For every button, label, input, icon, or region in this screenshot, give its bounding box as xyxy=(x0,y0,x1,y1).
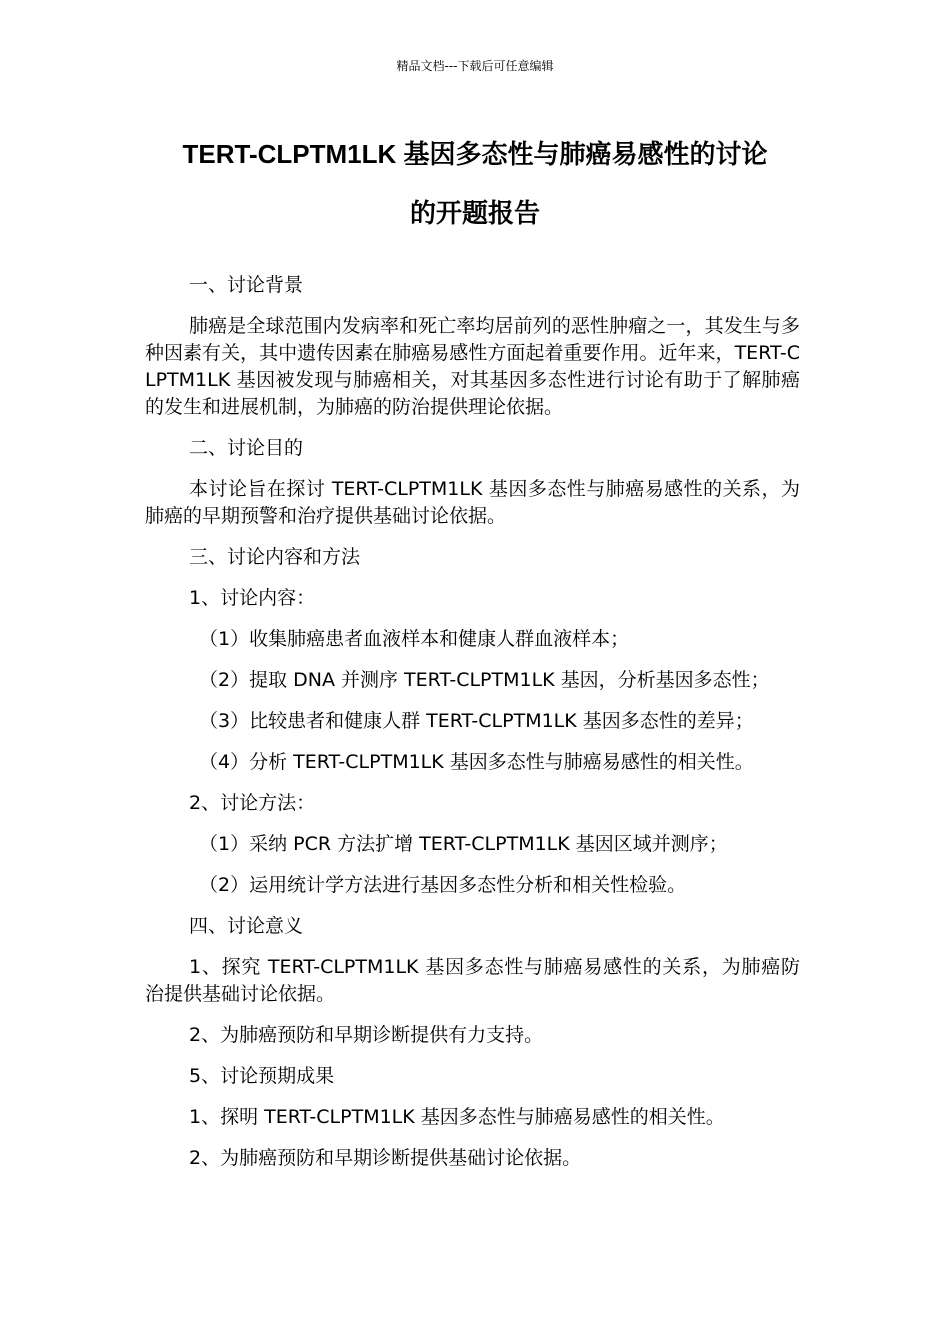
section-heading-background: 一、讨论背景 xyxy=(189,274,304,296)
subheading-content: 1、讨论内容： xyxy=(189,587,316,609)
purpose-paragraph: 本讨论旨在探讨 TERT-CLPTM1LK 基因多态性与肺癌易感性的关系，为肺癌的早期预警和治疗提供基础讨论依据。 xyxy=(145,478,800,527)
section-heading-outcomes: 5、讨论预期成果 xyxy=(189,1065,335,1087)
section-heading-content-methods: 三、讨论内容和方法 xyxy=(189,546,361,568)
content-item: （2）提取 DNA 并测序 TERT-CLPTM1LK 基因，分析基因多态性； xyxy=(199,669,770,691)
content-item: （1）收集肺癌患者血液样本和健康人群血液样本； xyxy=(199,628,630,650)
subheading-methods: 2、讨论方法： xyxy=(189,792,316,814)
section-heading-significance: 四、讨论意义 xyxy=(189,915,304,937)
document-body xyxy=(145,272,800,1186)
content-item: （3）比较患者和健康人群 TERT-CLPTM1LK 基因多态性的差异； xyxy=(199,710,754,732)
page-header-watermark: 精品文档---下载后可任意编辑 xyxy=(396,59,554,73)
document-title-line-2: 的开题报告 xyxy=(409,198,540,228)
method-item: （1）采纳 PCR 方法扩增 TERT-CLPTM1LK 基因区域并测序； xyxy=(199,833,728,855)
outcome-item: 2、为肺癌预防和早期诊断提供基础讨论依据。 xyxy=(189,1147,582,1169)
document-title-line-1: TERT-CLPTM1LK 基因多态性与肺癌易感性的讨论 xyxy=(182,139,768,169)
background-paragraph: 肺癌是全球范围内发病率和死亡率均居前列的恶性肿瘤之一，其发生与多种因素有关，其中遗传因素在肺癌易感性方面起着重要作用。近年来，TERT-CLPTM1LK 基因被发现与肺癌相关，对其基因多态性进行讨论有助于了解肺癌的发生和进展机制，为肺癌的防治提供理论依据。 xyxy=(145,315,800,418)
significance-item: 2、为肺癌预防和早期诊断提供有力支持。 xyxy=(189,1024,544,1046)
significance-item: 1、探究 TERT-CLPTM1LK 基因多态性与肺癌易感性的关系，为肺癌防治提供基础讨论依据。 xyxy=(145,956,800,1005)
content-item: （4）分析 TERT-CLPTM1LK 基因多态性与肺癌易感性的相关性。 xyxy=(199,751,754,773)
outcome-item: 1、探明 TERT-CLPTM1LK 基因多态性与肺癌易感性的相关性。 xyxy=(189,1106,725,1128)
section-heading-purpose: 二、讨论目的 xyxy=(189,437,304,459)
method-item: （2）运用统计学方法进行基因多态性分析和相关性检验。 xyxy=(199,874,687,896)
